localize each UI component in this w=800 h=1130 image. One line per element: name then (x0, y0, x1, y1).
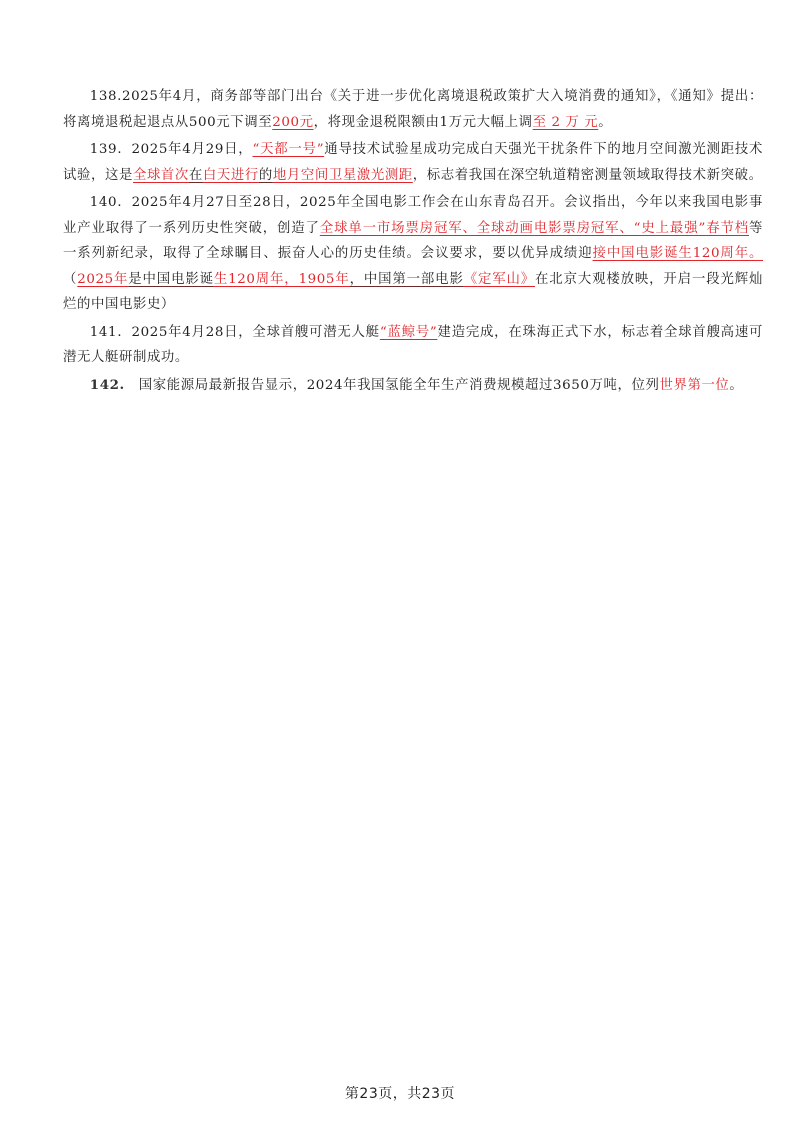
text-segment: 139．2025年4月29日， (89, 142, 253, 157)
text-segment: 在北京大观楼放映，开启一段光辉灿烂的中国电影史） (63, 271, 763, 312)
highlighted-text: 《定军山》 (463, 271, 536, 287)
news-item-141 (63, 320, 763, 371)
highlighted-text: 地月空间卫星激光测距 (272, 167, 413, 183)
text-segment: 是中国电影诞 (128, 271, 214, 287)
highlighted-text: “天都一号” (252, 142, 325, 157)
text-segment: （ (63, 271, 78, 287)
highlighted-text: 全球单一市场票房冠军、全球动画电影票房冠军、“史上最强”春节档 (319, 220, 749, 236)
text-segment: ，标志着我国在深空轨道精密测量领域取得技术新突破。 (412, 167, 763, 183)
text-segment: 的 (258, 167, 273, 183)
document-body (63, 84, 763, 400)
news-item-138 (63, 84, 763, 135)
news-item-139 (63, 137, 763, 188)
highlighted-text: 白天进行 (202, 167, 259, 183)
text-segment: 。 (598, 114, 613, 130)
highlighted-text: 至 2 万 元 (532, 114, 599, 130)
news-item-140 (63, 190, 763, 318)
highlighted-text: 2025年 (77, 271, 129, 287)
text-segment: 国家能源局最新报告显示，2024年我国氢能全年生产消费规模超过3650万吨，位列 (124, 377, 660, 393)
news-item-142 (63, 373, 763, 399)
highlighted-text: 世界第一位 (659, 377, 730, 393)
highlighted-text: 生120周年，1905年 (213, 271, 350, 287)
text-segment: 通导技术试验星成功完成白天强光干扰条件下的地月空间激光测距技术试验，这是 (63, 142, 763, 183)
highlighted-text: 200元 (272, 114, 314, 130)
highlighted-text: 全球首次 (132, 167, 189, 183)
text-segment: 141．2025年4月28日，全球首艘可潜无人艇 (89, 324, 380, 340)
text-segment: 140．2025年4月27日至28日，2025年全国电影工作会在山东青岛召开。会议指出，今年以来我国电影事业产业取得了一系列历史性突破，创造了 (63, 195, 763, 236)
text-segment: 建造完成，在珠海正式下水，标志着全球首艘高速可潜无人艇研制成功。 (63, 324, 763, 365)
highlighted-text: 接中国电影诞生120周年。 (592, 246, 764, 261)
text-segment: 142. (89, 376, 125, 393)
text-segment: ，中国第一部电影 (349, 271, 464, 287)
page-footer: 第23页，共23页 (344, 1086, 456, 1102)
text-segment: 。 (729, 377, 744, 393)
text-segment: 138.2025年4月，商务部等部门出台《关于进一步优化离境退税政策扩大入境消费的通知》，《通知》提出：将离境退税起退点从500元下调至 (63, 89, 763, 130)
text-segment: 在 (188, 167, 203, 183)
text-segment: ，将现金退税限额由1万元大幅上调 (313, 114, 533, 130)
text-segment: 等一系列新纪录，取得了全球瞩目、振奋人心的历史佳绩。会议要求，要以优异成绩迎 (63, 220, 763, 261)
highlighted-text: “蓝鲸号” (379, 324, 438, 340)
